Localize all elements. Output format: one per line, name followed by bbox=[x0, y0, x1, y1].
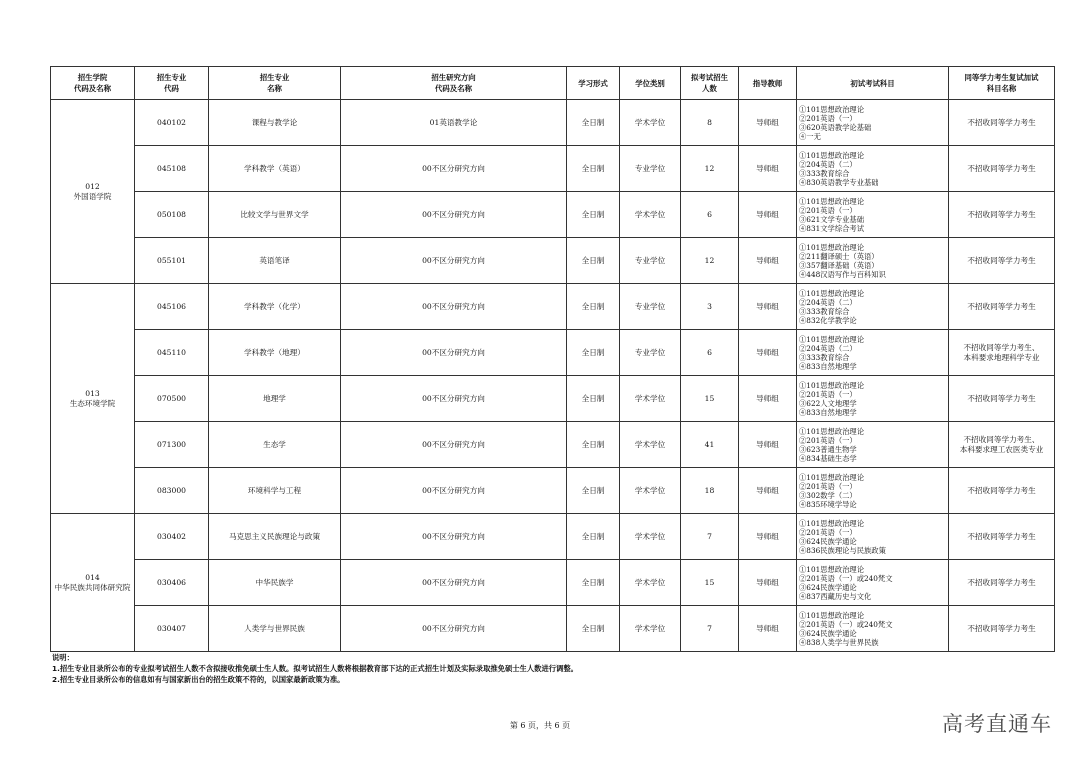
supervisor-cell: 导师组 bbox=[739, 192, 797, 238]
direction-cell: 00不区分研究方向 bbox=[341, 560, 567, 606]
supervisor-cell: 导师组 bbox=[739, 238, 797, 284]
quota-cell: 15 bbox=[681, 560, 739, 606]
study-mode-cell: 全日制 bbox=[567, 330, 620, 376]
equivalent-exam-cell: 不招收同等学力考生 bbox=[949, 100, 1055, 146]
supervisor-cell: 导师组 bbox=[739, 100, 797, 146]
admissions-table bbox=[50, 66, 1055, 652]
header-supervisor: 指导教师 bbox=[739, 67, 797, 100]
major-name-cell: 学科教学（英语） bbox=[209, 146, 341, 192]
study-mode-cell: 全日制 bbox=[567, 468, 620, 514]
major-name-cell: 马克思主义民族理论与政策 bbox=[209, 514, 341, 560]
major-code-cell: 045108 bbox=[135, 146, 209, 192]
exam-subjects-cell: ①101思想政治理论 ②201英语（一） ③302数学（二） ④835环境学导论 bbox=[797, 468, 949, 514]
exam-subjects-cell: ①101思想政治理论 ②201英语（一）或240梵文 ③624民族学通论 ④837西藏历史与文化 bbox=[797, 560, 949, 606]
table-row bbox=[51, 284, 1055, 330]
equivalent-exam-cell: 不招收同等学力考生 bbox=[949, 376, 1055, 422]
quota-cell: 6 bbox=[681, 192, 739, 238]
supervisor-cell: 导师组 bbox=[739, 146, 797, 192]
direction-cell: 00不区分研究方向 bbox=[341, 468, 567, 514]
major-name-cell: 课程与教学论 bbox=[209, 100, 341, 146]
major-name-cell: 人类学与世界民族 bbox=[209, 606, 341, 652]
major-code-cell: 040102 bbox=[135, 100, 209, 146]
study-mode-cell: 全日制 bbox=[567, 376, 620, 422]
college-cell: 012 外国语学院 bbox=[51, 100, 135, 284]
major-code-cell: 030402 bbox=[135, 514, 209, 560]
header-direction: 招生研究方向 代码及名称 bbox=[341, 67, 567, 100]
notes-section bbox=[52, 652, 1052, 685]
degree-type-cell: 学术学位 bbox=[620, 376, 681, 422]
direction-cell: 00不区分研究方向 bbox=[341, 376, 567, 422]
major-name-cell: 中华民族学 bbox=[209, 560, 341, 606]
major-code-cell: 070500 bbox=[135, 376, 209, 422]
watermark-logo: 高考直通车 bbox=[942, 712, 1052, 736]
table-row bbox=[51, 238, 1055, 284]
supervisor-cell: 导师组 bbox=[739, 468, 797, 514]
note-item-2: 2.招生专业目录所公布的信息如有与国家新出台的招生政策不符的，以国家最新政策为准。 bbox=[52, 675, 345, 684]
major-name-cell: 比较文学与世界文学 bbox=[209, 192, 341, 238]
header-college: 招生学院 代码及名称 bbox=[51, 67, 135, 100]
quota-cell: 3 bbox=[681, 284, 739, 330]
supervisor-cell: 导师组 bbox=[739, 376, 797, 422]
direction-cell: 00不区分研究方向 bbox=[341, 238, 567, 284]
study-mode-cell: 全日制 bbox=[567, 192, 620, 238]
supervisor-cell: 导师组 bbox=[739, 606, 797, 652]
equivalent-exam-cell: 不招收同等学力考生 bbox=[949, 560, 1055, 606]
equivalent-exam-cell: 不招收同等学力考生、 本科要求地理科学专业 bbox=[949, 330, 1055, 376]
header-study-mode: 学习形式 bbox=[567, 67, 620, 100]
notes-title: 说明： bbox=[52, 653, 74, 662]
direction-cell: 01英语教学论 bbox=[341, 100, 567, 146]
table-row bbox=[51, 330, 1055, 376]
direction-cell: 00不区分研究方向 bbox=[341, 606, 567, 652]
direction-cell: 00不区分研究方向 bbox=[341, 514, 567, 560]
degree-type-cell: 学术学位 bbox=[620, 422, 681, 468]
equivalent-exam-cell: 不招收同等学力考生 bbox=[949, 238, 1055, 284]
study-mode-cell: 全日制 bbox=[567, 238, 620, 284]
major-code-cell: 071300 bbox=[135, 422, 209, 468]
exam-subjects-cell: ①101思想政治理论 ②201英语（一） ③623普通生物学 ④834基础生态学 bbox=[797, 422, 949, 468]
degree-type-cell: 专业学位 bbox=[620, 330, 681, 376]
equivalent-exam-cell: 不招收同等学力考生 bbox=[949, 468, 1055, 514]
study-mode-cell: 全日制 bbox=[567, 422, 620, 468]
major-code-cell: 050108 bbox=[135, 192, 209, 238]
major-code-cell: 083000 bbox=[135, 468, 209, 514]
quota-cell: 41 bbox=[681, 422, 739, 468]
major-code-cell: 045106 bbox=[135, 284, 209, 330]
study-mode-cell: 全日制 bbox=[567, 606, 620, 652]
exam-subjects-cell: ①101思想政治理论 ②204英语（二） ③333教育综合 ④832化学教学论 bbox=[797, 284, 949, 330]
exam-subjects-cell: ①101思想政治理论 ②201英语（一）或240梵文 ③624民族学通论 ④838人类学与世界民族 bbox=[797, 606, 949, 652]
degree-type-cell: 专业学位 bbox=[620, 146, 681, 192]
degree-type-cell: 专业学位 bbox=[620, 284, 681, 330]
direction-cell: 00不区分研究方向 bbox=[341, 192, 567, 238]
major-name-cell: 学科教学（地理） bbox=[209, 330, 341, 376]
table-row bbox=[51, 192, 1055, 238]
direction-cell: 00不区分研究方向 bbox=[341, 330, 567, 376]
degree-type-cell: 学术学位 bbox=[620, 192, 681, 238]
study-mode-cell: 全日制 bbox=[567, 146, 620, 192]
direction-cell: 00不区分研究方向 bbox=[341, 284, 567, 330]
exam-subjects-cell: ①101思想政治理论 ②204英语（二） ③333教育综合 ④830英语教学专业基础 bbox=[797, 146, 949, 192]
header-quota: 拟考试招生 人数 bbox=[681, 67, 739, 100]
table-row bbox=[51, 376, 1055, 422]
equivalent-exam-cell: 不招收同等学力考生 bbox=[949, 146, 1055, 192]
degree-type-cell: 学术学位 bbox=[620, 606, 681, 652]
header-degree-type: 学位类别 bbox=[620, 67, 681, 100]
page-number: 第 6 页，共 6 页 bbox=[509, 721, 571, 730]
table-row bbox=[51, 606, 1055, 652]
major-code-cell: 055101 bbox=[135, 238, 209, 284]
major-code-cell: 045110 bbox=[135, 330, 209, 376]
major-name-cell: 英语笔译 bbox=[209, 238, 341, 284]
note-item-1: 1.招生专业目录所公布的专业拟考试招生人数不含拟接收推免硕士生人数。拟考试招生人数将根据教育部下达的正式招生计划及实际录取推免硕士生人数进行调整。 bbox=[52, 664, 578, 673]
equivalent-exam-cell: 不招收同等学力考生 bbox=[949, 514, 1055, 560]
quota-cell: 7 bbox=[681, 514, 739, 560]
quota-cell: 12 bbox=[681, 238, 739, 284]
major-name-cell: 生态学 bbox=[209, 422, 341, 468]
study-mode-cell: 全日制 bbox=[567, 514, 620, 560]
quota-cell: 8 bbox=[681, 100, 739, 146]
quota-cell: 12 bbox=[681, 146, 739, 192]
major-name-cell: 地理学 bbox=[209, 376, 341, 422]
header-exam-subjects: 初试考试科目 bbox=[797, 67, 949, 100]
exam-subjects-cell: ①101思想政治理论 ②201英语（一） ③624民族学通论 ④836民族理论与民族政策 bbox=[797, 514, 949, 560]
degree-type-cell: 学术学位 bbox=[620, 560, 681, 606]
supervisor-cell: 导师组 bbox=[739, 330, 797, 376]
degree-type-cell: 学术学位 bbox=[620, 514, 681, 560]
major-code-cell: 030406 bbox=[135, 560, 209, 606]
table-row bbox=[51, 146, 1055, 192]
college-cell: 014 中华民族共同体研究院 bbox=[51, 514, 135, 652]
major-name-cell: 学科教学（化学） bbox=[209, 284, 341, 330]
equivalent-exam-cell: 不招收同等学力考生、 本科要求理工农医类专业 bbox=[949, 422, 1055, 468]
table-row bbox=[51, 514, 1055, 560]
study-mode-cell: 全日制 bbox=[567, 560, 620, 606]
quota-cell: 18 bbox=[681, 468, 739, 514]
study-mode-cell: 全日制 bbox=[567, 284, 620, 330]
equivalent-exam-cell: 不招收同等学力考生 bbox=[949, 284, 1055, 330]
supervisor-cell: 导师组 bbox=[739, 422, 797, 468]
table-row bbox=[51, 100, 1055, 146]
header-equivalent-exam: 同等学力考生复试加试 科目名称 bbox=[949, 67, 1055, 100]
exam-subjects-cell: ①101思想政治理论 ②211翻译硕士（英语） ③357翻译基础（英语） ④448汉语写作与百科知识 bbox=[797, 238, 949, 284]
quota-cell: 15 bbox=[681, 376, 739, 422]
header-row bbox=[51, 67, 1055, 100]
equivalent-exam-cell: 不招收同等学力考生 bbox=[949, 606, 1055, 652]
exam-subjects-cell: ①101思想政治理论 ②201英语（一） ③621文学专业基础 ④831文学综合考试 bbox=[797, 192, 949, 238]
header-major-name: 招生专业 名称 bbox=[209, 67, 341, 100]
study-mode-cell: 全日制 bbox=[567, 100, 620, 146]
degree-type-cell: 学术学位 bbox=[620, 468, 681, 514]
supervisor-cell: 导师组 bbox=[739, 514, 797, 560]
degree-type-cell: 专业学位 bbox=[620, 238, 681, 284]
degree-type-cell: 学术学位 bbox=[620, 100, 681, 146]
major-code-cell: 030407 bbox=[135, 606, 209, 652]
direction-cell: 00不区分研究方向 bbox=[341, 146, 567, 192]
major-name-cell: 环境科学与工程 bbox=[209, 468, 341, 514]
direction-cell: 00不区分研究方向 bbox=[341, 422, 567, 468]
equivalent-exam-cell: 不招收同等学力考生 bbox=[949, 192, 1055, 238]
exam-subjects-cell: ①101思想政治理论 ②201英语（一） ③622人文地理学 ④833自然地理学 bbox=[797, 376, 949, 422]
quota-cell: 6 bbox=[681, 330, 739, 376]
table-row bbox=[51, 560, 1055, 606]
table-body bbox=[51, 100, 1055, 652]
college-cell: 013 生态环境学院 bbox=[51, 284, 135, 514]
exam-subjects-cell: ①101思想政治理论 ②201英语（一） ③620英语教学论基础 ④一无 bbox=[797, 100, 949, 146]
supervisor-cell: 导师组 bbox=[739, 560, 797, 606]
supervisor-cell: 导师组 bbox=[739, 284, 797, 330]
exam-subjects-cell: ①101思想政治理论 ②204英语（二） ③333教育综合 ④833自然地理学 bbox=[797, 330, 949, 376]
table-row bbox=[51, 422, 1055, 468]
table-row bbox=[51, 468, 1055, 514]
quota-cell: 7 bbox=[681, 606, 739, 652]
header-major-code: 招生专业 代码 bbox=[135, 67, 209, 100]
